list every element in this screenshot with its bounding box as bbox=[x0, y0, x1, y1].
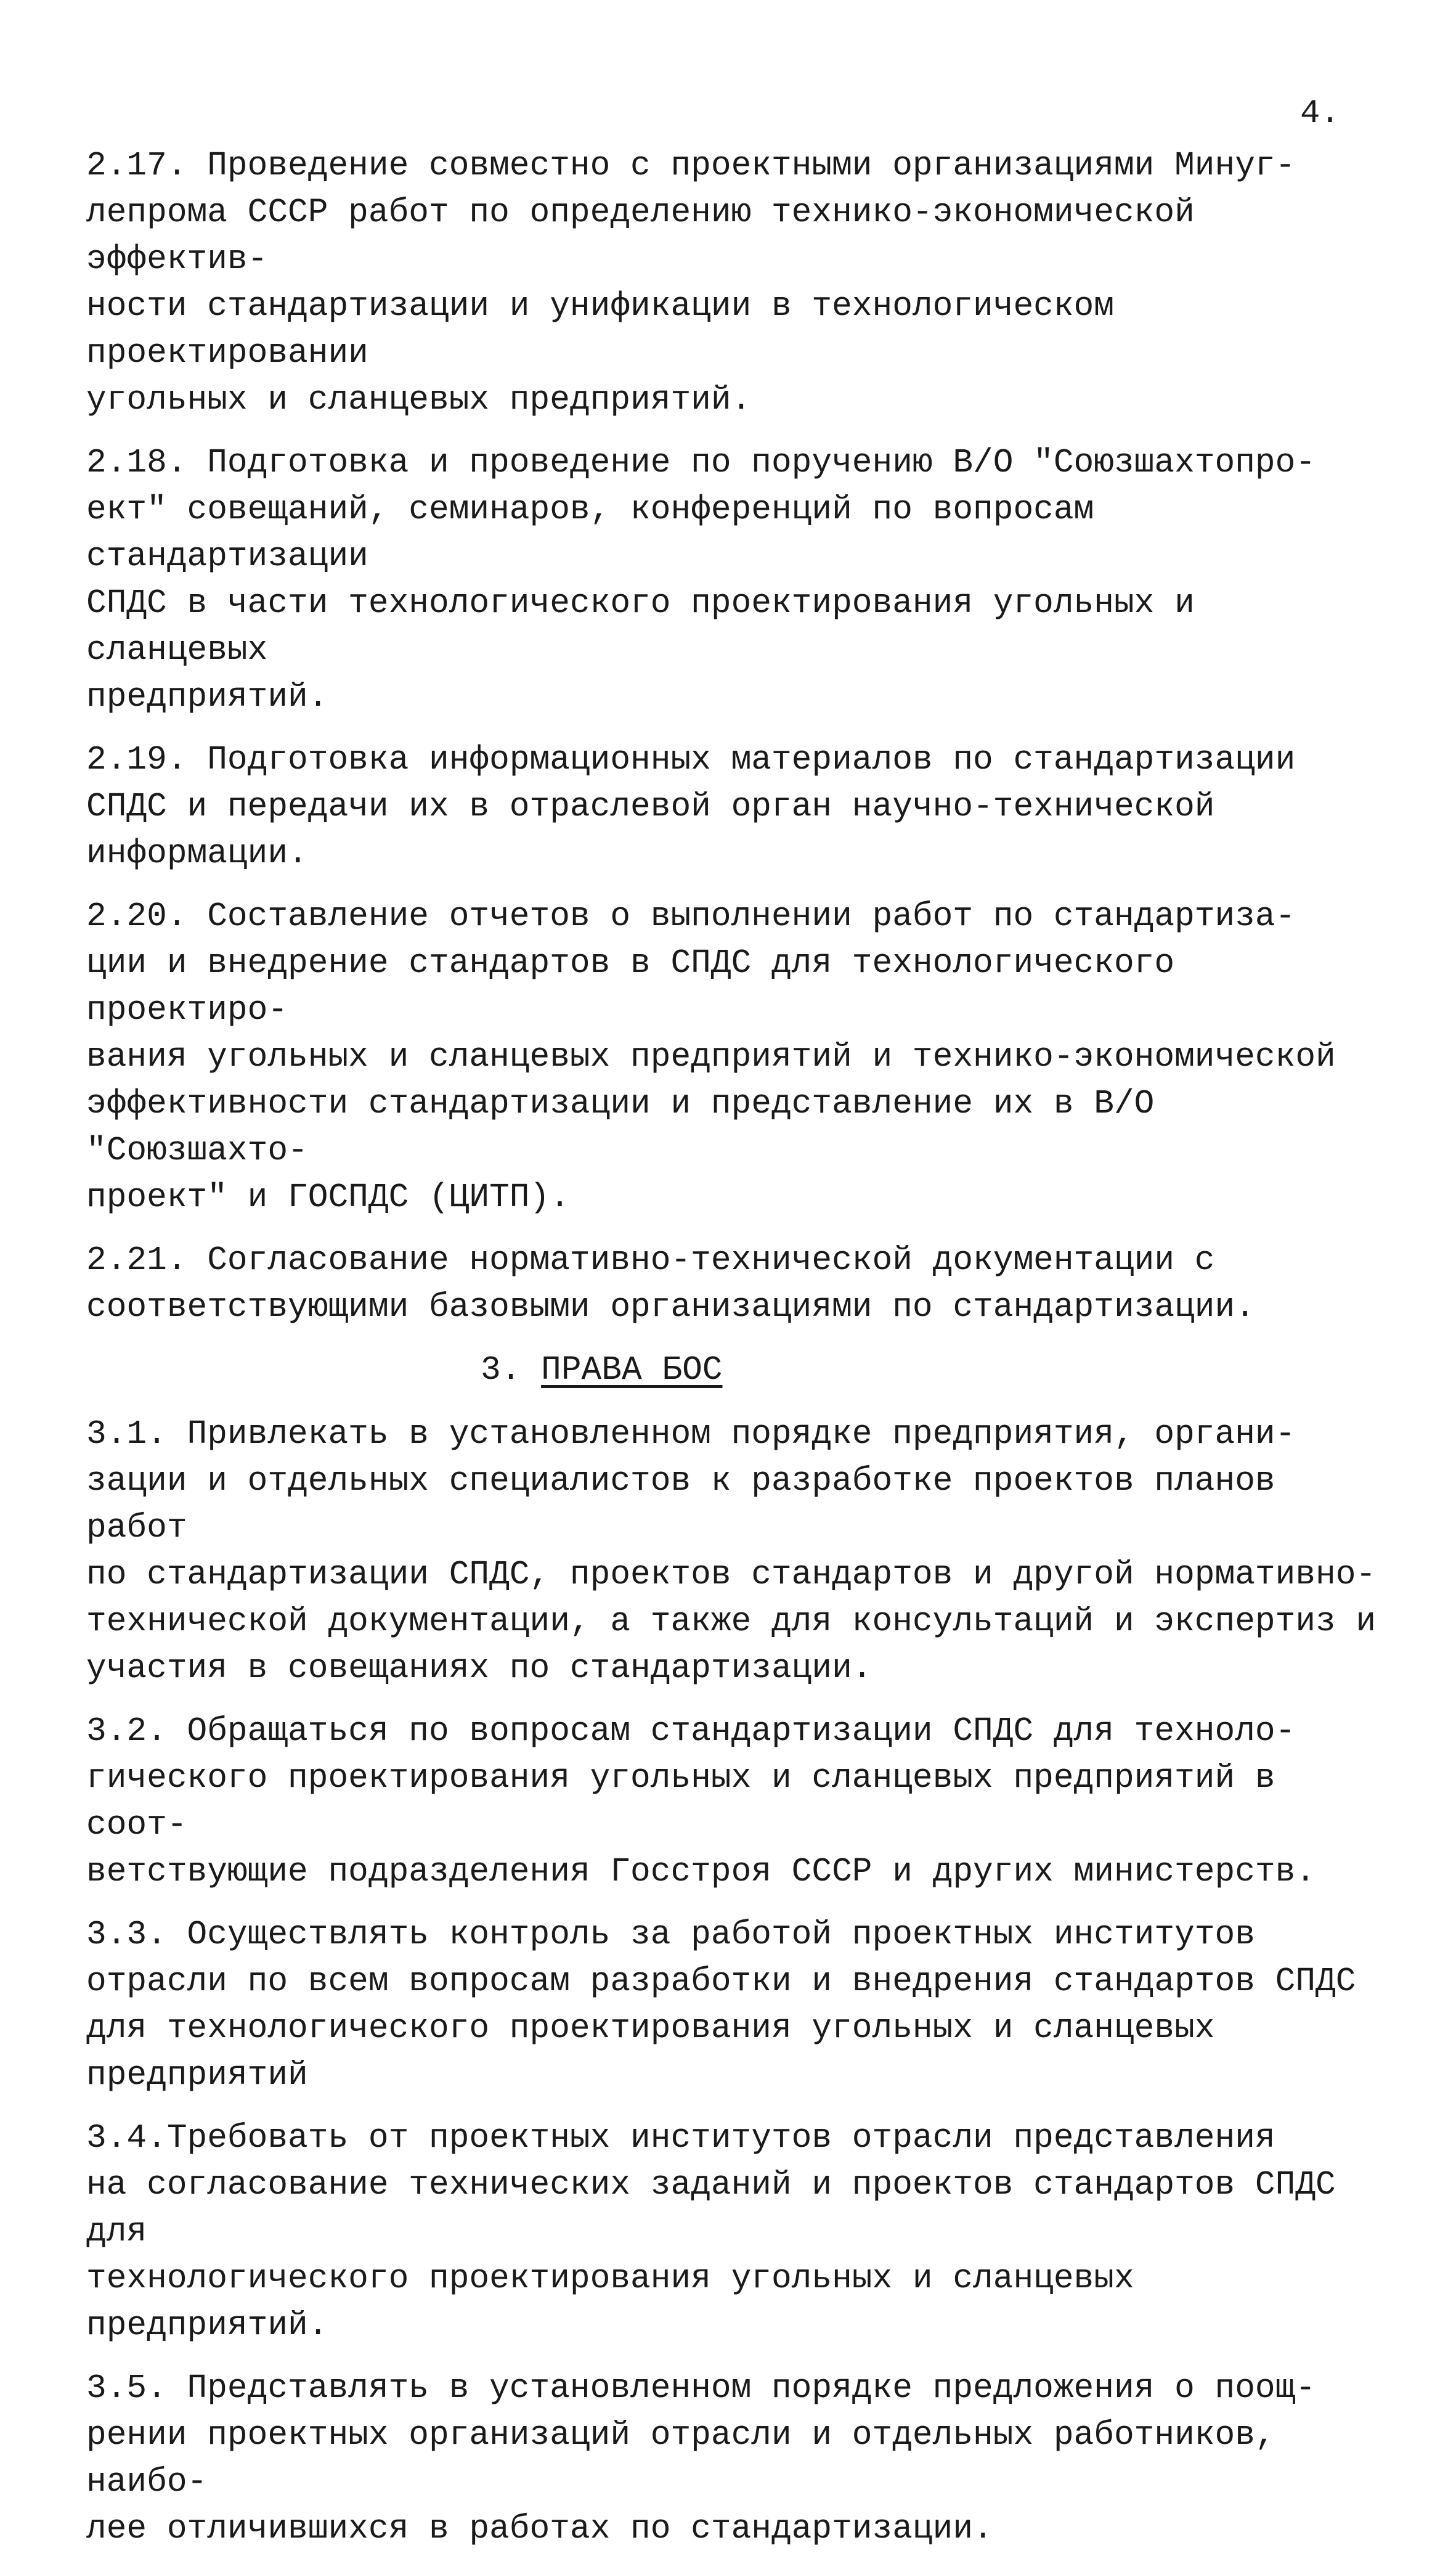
section-3-title: ПРАВА БОС bbox=[541, 1352, 723, 1389]
page-number: 4. bbox=[1300, 95, 1340, 133]
paragraph-3-1: 3.1. Привлекать в установленном порядке предприятия, органи- зации и отдельных специалистов к разработке проектов планов работ по стандартизации СПДС, проектов стандартов и другой нормативно- технической документации, а также для консультаций и экспертиз и участия в совещаниях по стандартизации. bbox=[86, 1416, 1377, 1688]
paragraph-3-4: 3.4.Требовать от проектных институтов отрасли представления на согласование технических заданий и проектов стандартов СПДС для технологического проектирования угольных и сланцевых предприятий. bbox=[86, 2120, 1336, 2345]
paragraph-2-20: 2.20. Составление отчетов о выполнении работ по стандартиза- ции и внедрение стандартов в СПДС для технологического проектиро- вания угольных и сланцевых предприятий и технико-экономической эффективности стандартизации и представление их в В/О "Союзшахто- проект" и ГОСПДС (ЦИТП). bbox=[86, 898, 1336, 1217]
paragraph-2-18: 2.18. Подготовка и проведение по поручению В/О "Союзшахтопро- ект" совещаний, семинаров, конференций по вопросам стандартизации СПДС в части технологического проектирования угольных и сланцевых предприятий. bbox=[86, 444, 1316, 716]
section-3-heading bbox=[86, 1347, 1386, 1394]
paragraph-3-3: 3.3. Осуществлять контроль за работой проектных институтов отрасли по всем вопросам разработки и внедрения стандартов СПДС для технологического проектирования угольных и сланцевых предприятий bbox=[86, 1916, 1356, 2094]
document-body bbox=[86, 143, 1386, 2569]
paragraph-2-21: 2.21. Согласование нормативно-технической документации с соответствующими базовыми организациями по стандартизации. bbox=[86, 1242, 1255, 1326]
paragraph-2-17: 2.17. Проведение совместно с проектными организациями Минуг- лепрома СССР работ по определению технико-экономической эффектив- ности стандартизации и унификации в технологическом проектировании угольных и сланцевых предприятий. bbox=[86, 147, 1296, 419]
section-3-number: 3. bbox=[481, 1352, 521, 1389]
paragraph-3-2: 3.2. Обращаться по вопросам стандартизации СПДС для техноло- гического проектирования угольных и сланцевых предприятий в соот- ветствующие подразделения Госстроя СССР и других министерств. bbox=[86, 1713, 1316, 1891]
paragraph-3-5: 3.5. Представлять в установленном порядке предложения о поощ- рении проектных организаций отрасли и отдельных работников, наибо- лее отличившихся в работах по стандартизации. bbox=[86, 2370, 1316, 2548]
paragraph-2-19: 2.19. Подготовка информационных материалов по стандартизации СПДС и передачи их в отраслевой орган научно-технической информации. bbox=[86, 741, 1296, 873]
